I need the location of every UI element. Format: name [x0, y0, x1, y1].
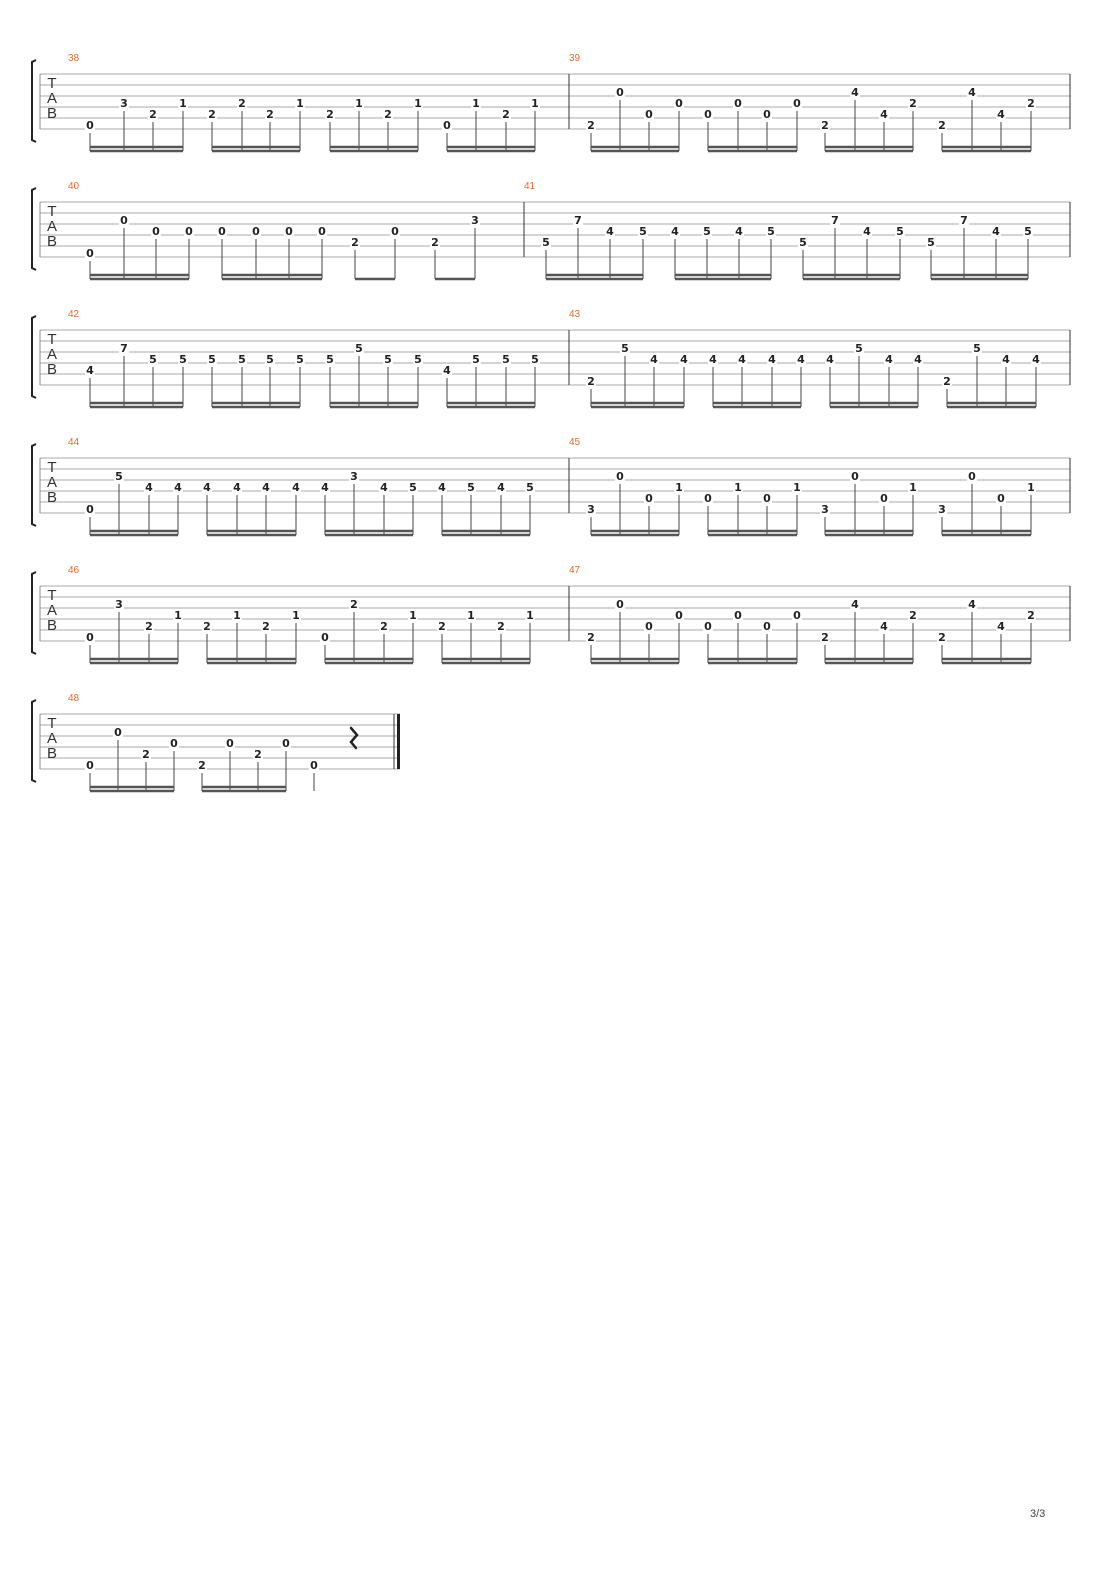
fret-number: 5 — [296, 353, 304, 366]
fret-number: 5 — [238, 353, 246, 366]
tab-clef-letter: T — [47, 587, 57, 604]
fret-number: 0 — [282, 737, 290, 750]
fret-number: 4 — [606, 225, 614, 238]
fret-number: 0 — [86, 119, 94, 132]
fret-number: 0 — [734, 609, 742, 622]
fret-number: 4 — [262, 481, 270, 494]
fret-number: 2 — [262, 620, 270, 633]
tab-system — [32, 181, 1070, 279]
fret-number: 0 — [152, 225, 160, 238]
tab-clef-letter: T — [47, 331, 57, 348]
fret-number: 1 — [531, 97, 539, 110]
fret-number: 4 — [997, 108, 1005, 121]
fret-number: 4 — [851, 86, 859, 99]
fret-number: 0 — [763, 108, 771, 121]
fret-number: 0 — [86, 503, 94, 516]
fret-number: 2 — [351, 236, 359, 249]
fret-number: 1 — [675, 481, 683, 494]
fret-number: 5 — [355, 342, 363, 355]
final-barline-thick — [397, 714, 400, 769]
fret-number: 5 — [384, 353, 392, 366]
fret-number: 5 — [542, 236, 550, 249]
fret-number: 2 — [821, 119, 829, 132]
fret-number: 4 — [671, 225, 679, 238]
fret-number: 4 — [380, 481, 388, 494]
system-brace — [32, 316, 36, 398]
fret-number: 2 — [149, 108, 157, 121]
fret-number: 7 — [120, 342, 128, 355]
fret-number: 0 — [616, 86, 624, 99]
system-brace — [32, 60, 36, 142]
fret-number: 3 — [471, 214, 479, 227]
fret-number: 0 — [252, 225, 260, 238]
fret-number: 0 — [793, 609, 801, 622]
tab-system — [32, 437, 1070, 535]
fret-number: 4 — [738, 353, 746, 366]
tab-clef-letter: A — [46, 474, 58, 491]
bar-number: 46 — [68, 565, 80, 576]
fret-number: 5 — [149, 353, 157, 366]
fret-number: 5 — [414, 353, 422, 366]
fret-number: 1 — [1027, 481, 1035, 494]
fret-number: 1 — [467, 609, 475, 622]
system-brace — [32, 444, 36, 526]
fret-number: 4 — [797, 353, 805, 366]
tab-clef-letter: A — [46, 730, 58, 747]
fret-number: 0 — [185, 225, 193, 238]
fret-number: 7 — [960, 214, 968, 227]
fret-number: 1 — [909, 481, 917, 494]
fret-number: 0 — [321, 631, 329, 644]
fret-number: 1 — [233, 609, 241, 622]
fret-number: 4 — [914, 353, 922, 366]
fret-number: 7 — [574, 214, 582, 227]
fret-number: 0 — [310, 759, 318, 772]
fret-number: 5 — [767, 225, 775, 238]
fret-number: 4 — [1032, 353, 1040, 366]
fret-number: 2 — [497, 620, 505, 633]
fret-number: 0 — [226, 737, 234, 750]
fret-number: 4 — [735, 225, 743, 238]
fret-number: 5 — [526, 481, 534, 494]
tab-clef-letter: T — [47, 715, 57, 732]
fret-number: 1 — [734, 481, 742, 494]
fret-number: 0 — [997, 492, 1005, 505]
fret-number: 7 — [831, 214, 839, 227]
fret-number: 3 — [115, 598, 123, 611]
fret-number: 2 — [350, 598, 358, 611]
fret-number: 5 — [467, 481, 475, 494]
fret-number: 0 — [851, 470, 859, 483]
fret-number: 2 — [821, 631, 829, 644]
fret-number: 4 — [443, 364, 451, 377]
fret-number: 5 — [639, 225, 647, 238]
bar-number: 43 — [569, 309, 581, 320]
bar-number: 38 — [68, 53, 80, 64]
fret-number: 2 — [587, 119, 595, 132]
fret-number: 0 — [318, 225, 326, 238]
fret-number: 3 — [587, 503, 595, 516]
fret-number: 5 — [266, 353, 274, 366]
tab-clef-letter: T — [47, 203, 57, 220]
system-brace — [32, 572, 36, 654]
fret-number: 4 — [174, 481, 182, 494]
tab-clef-letter: B — [46, 105, 58, 122]
fret-number: 0 — [880, 492, 888, 505]
fret-number: 4 — [321, 481, 329, 494]
fret-number: 1 — [179, 97, 187, 110]
fret-number: 4 — [880, 620, 888, 633]
fret-number: 1 — [409, 609, 417, 622]
fret-number: 4 — [826, 353, 834, 366]
fret-number: 3 — [350, 470, 358, 483]
fret-number: 2 — [145, 620, 153, 633]
fret-number: 2 — [938, 119, 946, 132]
fret-number: 0 — [86, 247, 94, 260]
tab-clef-letter: A — [46, 218, 58, 235]
bar-number: 39 — [569, 53, 581, 64]
fret-number: 5 — [115, 470, 123, 483]
fret-number: 4 — [863, 225, 871, 238]
fret-number: 5 — [1024, 225, 1032, 238]
fret-number: 2 — [254, 748, 262, 761]
fret-number: 1 — [355, 97, 363, 110]
fret-number: 4 — [968, 86, 976, 99]
fret-number: 4 — [680, 353, 688, 366]
tab-clef-letter: B — [46, 617, 58, 634]
fret-number: 0 — [391, 225, 399, 238]
fret-number: 1 — [526, 609, 534, 622]
fret-number: 2 — [1027, 97, 1035, 110]
fret-number: 1 — [793, 481, 801, 494]
fret-number: 0 — [968, 470, 976, 483]
fret-number: 5 — [208, 353, 216, 366]
fret-number: 2 — [431, 236, 439, 249]
tab-clef-letter: A — [46, 602, 58, 619]
fret-number: 1 — [296, 97, 304, 110]
fret-number: 4 — [968, 598, 976, 611]
fret-number: 0 — [793, 97, 801, 110]
bar-number: 42 — [68, 309, 80, 320]
fret-number: 4 — [438, 481, 446, 494]
fret-number: 0 — [616, 470, 624, 483]
fret-number: 0 — [704, 620, 712, 633]
fret-number: 0 — [443, 119, 451, 132]
fret-number: 0 — [763, 492, 771, 505]
fret-number: 5 — [799, 236, 807, 249]
fret-number: 5 — [927, 236, 935, 249]
fret-number: 5 — [502, 353, 510, 366]
fret-number: 2 — [142, 748, 150, 761]
fret-number: 0 — [734, 97, 742, 110]
page-number: 3/3 — [1030, 1508, 1046, 1520]
fret-number: 2 — [943, 375, 951, 388]
fret-number: 0 — [704, 108, 712, 121]
fret-number: 3 — [938, 503, 946, 516]
bar-number: 45 — [569, 437, 581, 448]
tab-system — [32, 53, 1070, 151]
fret-number: 2 — [238, 97, 246, 110]
fret-number: 0 — [616, 598, 624, 611]
tab-clef-letter: B — [46, 361, 58, 378]
tab-clef-letter: T — [47, 459, 57, 476]
fret-number: 0 — [86, 631, 94, 644]
fret-number: 4 — [650, 353, 658, 366]
fret-number: 0 — [645, 108, 653, 121]
fret-number: 0 — [114, 726, 122, 739]
tab-clef-letter: B — [46, 233, 58, 250]
fret-number: 4 — [203, 481, 211, 494]
system-brace — [32, 188, 36, 270]
fret-number: 4 — [709, 353, 717, 366]
fret-number: 0 — [86, 759, 94, 772]
fret-number: 4 — [86, 364, 94, 377]
fret-number: 4 — [292, 481, 300, 494]
tab-clef-letter: T — [47, 75, 57, 92]
bar-number: 47 — [569, 565, 581, 576]
fret-number: 5 — [973, 342, 981, 355]
fret-number: 2 — [587, 631, 595, 644]
fret-number: 0 — [120, 214, 128, 227]
tab-clef-letter: B — [46, 489, 58, 506]
fret-number: 1 — [292, 609, 300, 622]
fret-number: 0 — [285, 225, 293, 238]
bar-number: 41 — [524, 181, 536, 192]
fret-number: 2 — [208, 108, 216, 121]
fret-number: 0 — [675, 97, 683, 110]
fret-number: 5 — [703, 225, 711, 238]
fret-number: 0 — [704, 492, 712, 505]
fret-number: 5 — [896, 225, 904, 238]
fret-number: 4 — [497, 481, 505, 494]
fret-number: 0 — [763, 620, 771, 633]
fret-number: 5 — [621, 342, 629, 355]
bar-number: 48 — [68, 693, 80, 704]
fret-number: 2 — [384, 108, 392, 121]
fret-number: 2 — [203, 620, 211, 633]
fret-number: 1 — [472, 97, 480, 110]
quarter-rest — [351, 728, 357, 748]
fret-number: 5 — [531, 353, 539, 366]
bar-number: 44 — [68, 437, 80, 448]
fret-number: 2 — [266, 108, 274, 121]
fret-number: 4 — [851, 598, 859, 611]
fret-number: 4 — [997, 620, 1005, 633]
fret-number: 1 — [414, 97, 422, 110]
fret-number: 4 — [1002, 353, 1010, 366]
fret-number: 0 — [645, 620, 653, 633]
fret-number: 3 — [120, 97, 128, 110]
tab-system — [32, 693, 400, 791]
fret-number: 2 — [909, 609, 917, 622]
tab-clef-letter: B — [46, 745, 58, 762]
fret-number: 0 — [218, 225, 226, 238]
fret-number: 5 — [409, 481, 417, 494]
fret-number: 2 — [909, 97, 917, 110]
tab-clef-letter: A — [46, 346, 58, 363]
fret-number: 4 — [145, 481, 153, 494]
fret-number: 2 — [438, 620, 446, 633]
fret-number: 1 — [174, 609, 182, 622]
fret-number: 4 — [992, 225, 1000, 238]
bar-number: 40 — [68, 181, 80, 192]
fret-number: 5 — [179, 353, 187, 366]
fret-number: 0 — [675, 609, 683, 622]
fret-number: 4 — [880, 108, 888, 121]
system-brace — [32, 700, 36, 782]
fret-number: 2 — [380, 620, 388, 633]
tab-system — [32, 565, 1070, 663]
tab-clef-letter: A — [46, 90, 58, 107]
fret-number: 0 — [645, 492, 653, 505]
fret-number: 0 — [170, 737, 178, 750]
fret-number: 4 — [885, 353, 893, 366]
tab-system — [32, 309, 1070, 407]
fret-number: 2 — [502, 108, 510, 121]
fret-number: 4 — [768, 353, 776, 366]
fret-number: 2 — [326, 108, 334, 121]
fret-number: 5 — [855, 342, 863, 355]
fret-number: 2 — [587, 375, 595, 388]
fret-number: 2 — [198, 759, 206, 772]
fret-number: 5 — [326, 353, 334, 366]
fret-number: 2 — [1027, 609, 1035, 622]
fret-number: 2 — [938, 631, 946, 644]
fret-number: 4 — [233, 481, 241, 494]
fret-number: 5 — [472, 353, 480, 366]
fret-number: 3 — [821, 503, 829, 516]
